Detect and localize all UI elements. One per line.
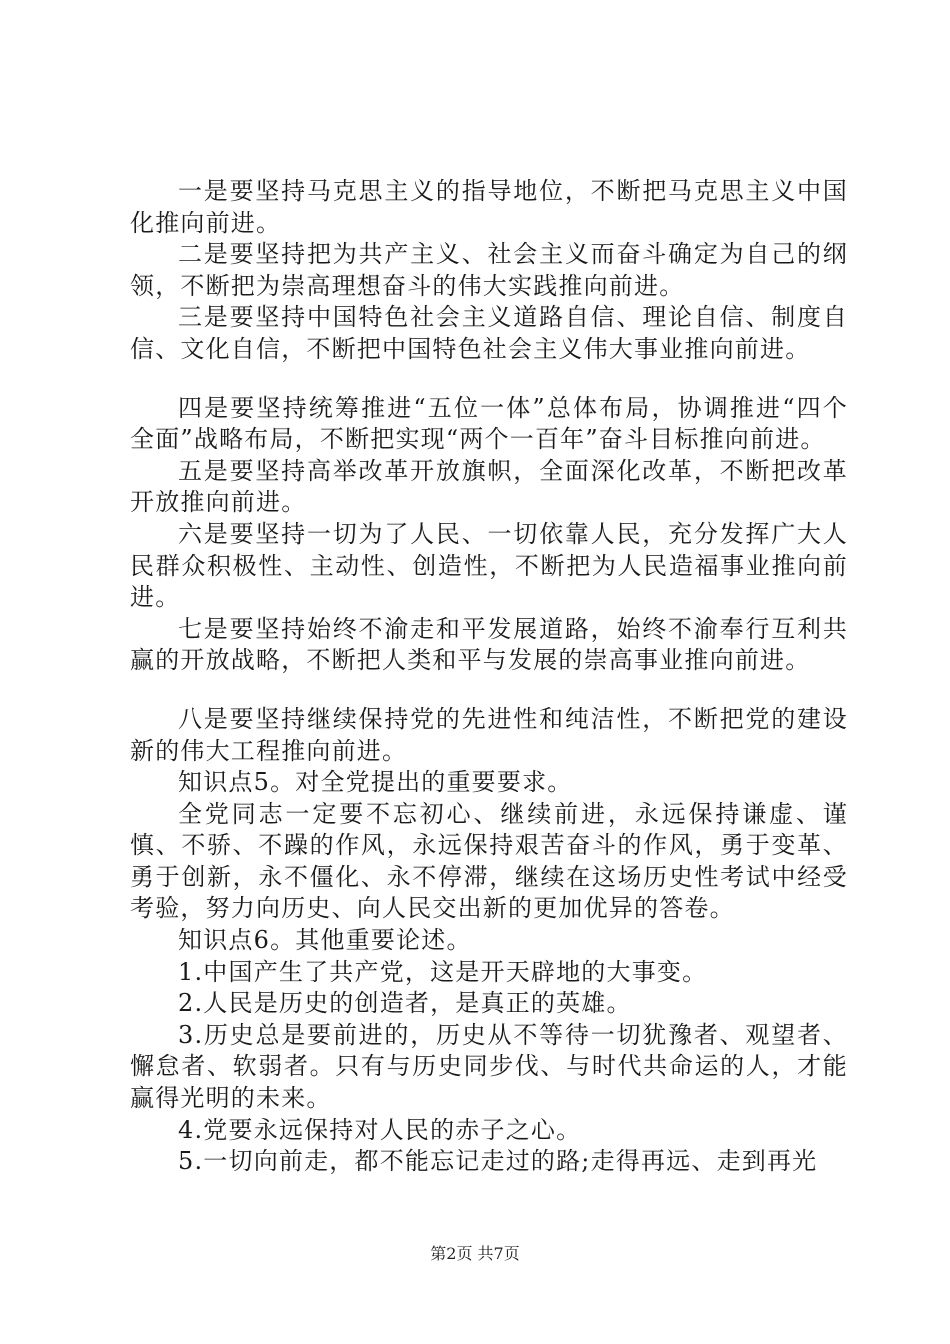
knowledge-point-6-heading: 知识点6。其他重要论述。 [178, 926, 472, 955]
paragraph-point-5: 五是要坚持高举改革开放旗帜，全面深化改革，不断把改革开放推向前进。 [130, 456, 848, 517]
document-body [130, 176, 848, 1178]
knowledge-point-5-heading: 知识点5。对全党提出的重要要求。 [178, 768, 573, 797]
list-item-4: 4.党要永远保持对人民的赤子之心。 [178, 1115, 582, 1144]
paragraph-gap [130, 366, 848, 393]
paragraph-point-6: 六是要坚持一切为了人民、一切依靠人民，充分发挥广大人民群众积极性、主动性、创造性，不断把为人民造福事业推向前进。 [130, 519, 848, 612]
paragraph-point-4: 四是要坚持统筹推进“五位一体”总体布局，协调推进“四个全面”战略布局，不断把实现“两个一百年”奋斗目标推向前进。 [130, 393, 848, 454]
page-number-footer: 第2页 共7页 [430, 1244, 520, 1263]
paragraph-point-1: 一是要坚持马克思主义的指导地位，不断把马克思主义中国化推向前进。 [130, 177, 848, 237]
paragraph-point-2: 二是要坚持把为共产主义、社会主义而奋斗确定为自己的纲领，不断把为崇高理想奋斗的伟大实践推向前进。 [130, 240, 848, 300]
list-item-3: 3.历史总是要前进的，历史从不等待一切犹豫者、观望者、懈怠者、软弱者。只有与历史同步伐、与时代共命运的人，才能赢得光明的未来。 [130, 1020, 848, 1113]
list-item-5: 5.一切向前走，都不能忘记走过的路;走得再远、走到再光 [178, 1147, 818, 1176]
paragraph-point-3: 三是要坚持中国特色社会主义道路自信、理论自信、制度自信、文化自信，不断把中国特色社会主义伟大事业推向前进。 [130, 303, 848, 363]
paragraph-gap [130, 677, 848, 704]
knowledge-point-5-body: 全党同志一定要不忘初心、继续前进，永远保持谦虚、谨慎、不骄、不躁的作风，永远保持艰苦奋斗的作风，勇于变革、勇于创新，永不僵化、永不停滞，继续在这场历史性考试中经受考验，努力向历史、向人民交出新的更加优异的答卷。 [130, 799, 848, 923]
list-item-1: 1.中国产生了共产党，这是开天辟地的大事变。 [178, 957, 708, 986]
paragraph-point-7: 七是要坚持始终不渝走和平发展道路，始终不渝奉行互利共赢的开放战略，不断把人类和平与发展的崇高事业推向前进。 [130, 614, 848, 675]
list-item-2: 2.人民是历史的创造者，是真正的英雄。 [178, 989, 632, 1018]
paragraph-point-8: 八是要坚持继续保持党的先进性和纯洁性，不断把党的建设新的伟大工程推向前进。 [130, 704, 848, 765]
